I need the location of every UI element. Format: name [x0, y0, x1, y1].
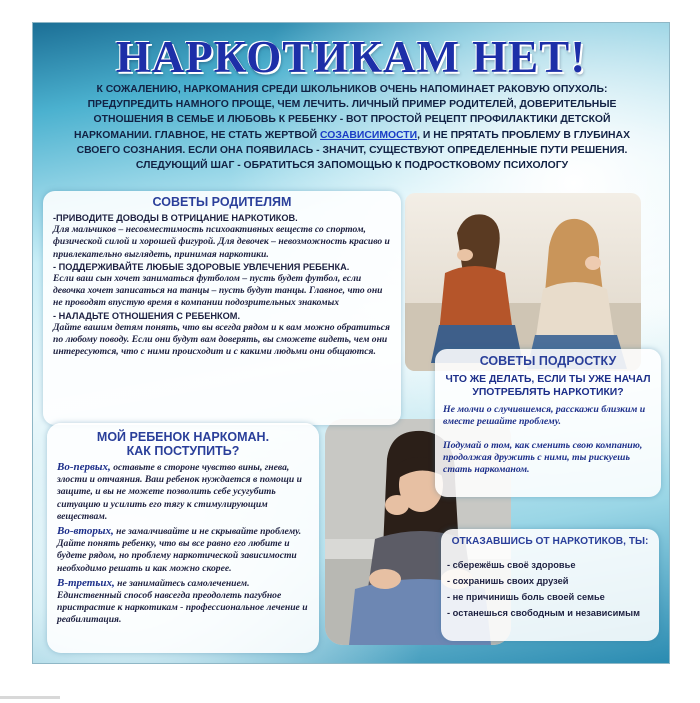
refuse-drugs-title: ОТКАЗАВШИСЬ ОТ НАРКОТИКОВ, ТЫ:	[451, 536, 649, 547]
advice-text-2: Если ваш сын хочет заниматься футболом – пусть будет футбол, если девочка хочет записаться на танцы – пусть будут танцы. Главное, что они не проводят впустую время в компании подозрительных знакомых	[53, 273, 383, 309]
teen-advice-card	[435, 349, 661, 497]
advice-text-3: Дайте вашим детям понять, что вы всегда рядом и к вам можно обратиться по любому поводу. Если они будут вам доверять, вы сможете видеть, чем они интересуются, что с ними происходит и с какими людьми они общаются.	[53, 321, 390, 358]
addict-text-1: оставьте в стороне чувство вины, гнева, злости и отчаяния. Ваш ребенок нуждается в помощи и защите, и вы не можете позволить себе усугубить ситуацию и усилить его тягу к стимулирующим веществам.	[57, 462, 302, 522]
advice-heading-3: - НАЛАДЬТЕ ОТНОШЕНИЯ С РЕБЕНКОМ.	[53, 310, 240, 321]
advice-text-1: Для мальчиков – несовместимость психоактивных веществ со спортом, физической силой и хорошей фигурой. Для девочек – невозможность красиво и привлекательно выглядеть, принимая наркотики.	[53, 224, 390, 260]
intro-part-1: К СОЖАЛЕНИЮ, НАРКОМАНИЯ СРЕДИ ШКОЛЬНИКОВ ОЧЕНЬ НАПОМИНАЕТ РАКОВУЮ ОПУХОЛЬ: ПРЕДУПРЕДИТЬ НАМНОГО ПРОЩЕ, ЧЕМ ЛЕЧИТЬ. ЛИЧНЫЙ ПРИМЕР РОДИТЕЛЕЙ, ДОВЕРИТЕЛЬНЫЕ ОТНОШЕНИЯ В СЕМЬЕ И ЛЮБОВЬ К РЕБЕНКУ - ВОТ ПРОСТОЙ РЕЦЕПТ ПРОФИЛАКТИКИ ДЕТСКОЙ НАРКОМАНИИ. ГЛАВНОЕ, НЕ СТАТЬ ЖЕРТВОЙ	[73, 84, 617, 141]
list-item: - сбережёшь своё здоровье	[447, 560, 576, 570]
intro-text	[59, 82, 645, 173]
list-item: - не причинишь боль своей семье	[447, 592, 605, 602]
two-girls-photo	[405, 193, 641, 371]
codependency-link[interactable]: СОЗАВИСИМОСТИ	[320, 129, 418, 141]
poster-title: НАРКОТИКАМ НЕТ!	[115, 32, 587, 82]
list-item: - сохранишь своих друзей	[447, 576, 569, 586]
two-girls-illustration	[405, 193, 641, 371]
addict-text-3: не занимайтесь самолечением. Единственный способ навсегда преодолеть пагубное пристрастие к наркотикам - профессиональное лечение и реабилитация.	[57, 577, 308, 626]
teen-advice-text-1: Не молчи о случившемся, расскажи близким и вместе решайте проблему.	[443, 404, 646, 427]
addict-paragraph-1	[57, 461, 311, 523]
addict-paragraph-3	[57, 577, 311, 627]
addict-paragraph-2	[57, 525, 311, 575]
addict-child-title-line-1: МОЙ РЕБЕНОК НАРКОМАН.	[96, 430, 270, 444]
advice-heading-2: - ПОДДЕРЖИВАЙТЕ ЛЮБЫЕ ЗДОРОВЫЕ УВЛЕЧЕНИЯ РЕБЕНКА.	[53, 261, 350, 272]
addict-child-card	[47, 423, 319, 653]
addict-child-title-line-2: КАК ПОСТУПИТЬ?	[126, 444, 240, 458]
parents-advice-title: СОВЕТЫ РОДИТЕЛЯМ	[152, 195, 292, 209]
teen-advice-body	[435, 399, 661, 476]
teen-advice-subtitle: ЧТО ЖЕ ДЕЛАТЬ, ЕСЛИ ТЫ УЖЕ НАЧАЛ УПОТРЕБЛЯТЬ НАРКОТИКИ?	[445, 374, 651, 398]
addict-child-title	[47, 423, 319, 458]
addict-lead-2: Во-вторых,	[57, 525, 114, 538]
refuse-drugs-list	[441, 549, 659, 621]
addict-text-2: не замалчивайте и не скрывайте проблему. Дайте понять ребенку, что вы все равно его любите и будете рядом, но проблему наркотической зависимости необходимо решать и как можно скорее.	[57, 526, 302, 574]
advice-heading-1: -ПРИВОДИТЕ ДОВОДЫ В ОТРИЦАНИЕ НАРКОТИКОВ.	[53, 213, 298, 223]
list-item: - останешься свободным и независимым	[447, 608, 640, 618]
teen-advice-title: СОВЕТЫ ПОДРОСТКУ	[479, 354, 617, 368]
addict-lead-3: В-третьих,	[57, 576, 115, 589]
parents-advice-body	[43, 209, 401, 358]
teen-advice-text-2: Подумай о том, как сменить свою компанию, продолжая дружить с ними, ты рискуешь стать наркоманом.	[443, 440, 643, 475]
poster	[32, 22, 670, 664]
addict-child-body	[47, 458, 319, 627]
addict-lead-1: Во-первых,	[57, 461, 111, 473]
parents-advice-card	[43, 191, 401, 425]
intro-part-2: , И НЕ ПРЯТАТЬ ПРОБЛЕМУ В ГЛУБИНАХ СВОЕГО СОЗНАНИЯ. ЕСЛИ ОНА ПОЯВИЛАСЬ - ЗНАЧИТ, СУЩЕСТВУЮТ ОПРЕДЕЛЕННЫЕ ПУТИ РЕШЕНИЯ. СЛЕДУЮЩИЙ ШАГ - ОБРАТИТЬСЯ ЗАПОМОЩЬЮ К ПОДРОСТКОВОМУ ПСИХОЛОГУ	[76, 129, 630, 172]
refuse-drugs-card	[441, 529, 659, 641]
footer-divider	[0, 696, 60, 699]
